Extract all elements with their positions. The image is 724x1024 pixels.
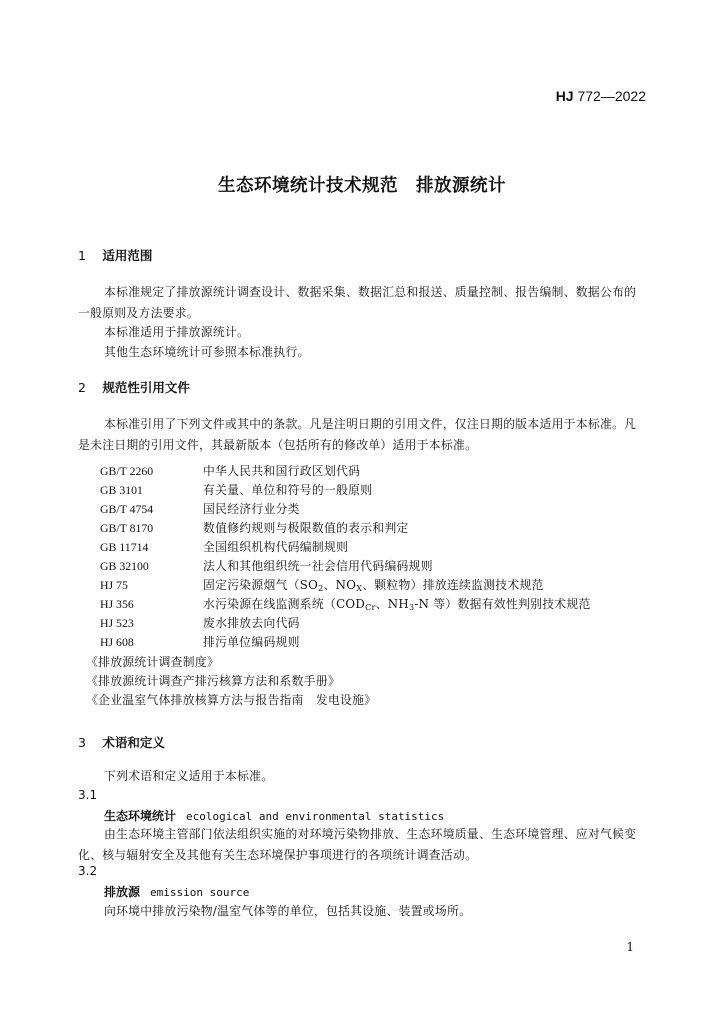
reference-name-part: -N 等）数据有效性判别技术规范 (414, 597, 591, 611)
reference-name (203, 578, 544, 592)
reference-row (100, 480, 372, 500)
reference-name: 数值修约规则与极限数值的表示和判定 (203, 521, 409, 535)
section-1-title: 适用范围 (102, 248, 153, 263)
subscript: X (356, 584, 363, 593)
reference-name-part: 、NO (323, 578, 357, 592)
term-definition-text: 由生态环境主管部门依法组织实施的对环境污染物排放、生态环境质量、生态环境管理、应对气候变化、核与辐射安全及其他有关生态环境保护事项进行的各项统计调查活动。 (78, 827, 637, 862)
term-english: emission source (150, 886, 250, 899)
reference-code: GB/T 2260 (100, 464, 154, 478)
reference-row (100, 632, 300, 652)
reference-code: GB 32100 (100, 559, 149, 573)
section-1-heading (78, 246, 152, 264)
section-2-heading (78, 378, 190, 396)
reference-book: 《排放源统计调查产排污核算方法和系数手册》 (86, 674, 341, 688)
reference-name-part: 、NH (375, 597, 409, 611)
reference-name: 排污单位编码规则 (203, 635, 300, 649)
reference-row (100, 537, 348, 557)
term-english: ecological and environmental statistics (186, 810, 445, 823)
reference-row (100, 461, 360, 481)
reference-name: 废水排放去向代码 (203, 616, 300, 630)
term-heading (104, 807, 444, 824)
section-1-para-1-text: 本标准规定了排放源统计调查设计、数据采集、数据汇总和报送、质量控制、报告编制、数据公布的一般原则及方法要求。 (78, 285, 637, 320)
term-definition (78, 824, 648, 866)
reference-code: HJ 75 (100, 578, 128, 592)
subscript: 3 (408, 603, 415, 612)
section-1-para-2: 本标准适用于排放源统计。 (104, 325, 250, 339)
reference-name: 有关量、单位和符号的一般原则 (203, 483, 373, 497)
clause-number: 3.1 (78, 788, 98, 802)
reference-name: 中华人民共和国行政区划代码 (203, 464, 361, 478)
document-title: 生态环境统计技术规范 排放源统计 (218, 176, 506, 196)
reference-row (100, 613, 300, 633)
reference-code: GB 3101 (100, 483, 143, 497)
reference-name: 国民经济行业分类 (203, 502, 300, 516)
section-1-number: 1 (78, 248, 86, 263)
page-number: 1 (626, 940, 634, 954)
section-2-title: 规范性引用文件 (102, 380, 190, 395)
section-1-para-1 (78, 282, 648, 324)
section-2-intro-text: 本标准引用了下列文件或其中的条款。凡是注明日期的引用文件，仅注日期的版本适用于本标准。凡是未注日期的引用文件，其最新版本（包括所有的修改单）适用于本标准。 (78, 417, 637, 452)
reference-code: HJ 523 (100, 616, 134, 630)
reference-book: 《企业温室气体排放核算方法与报告指南 发电设施》 (86, 693, 377, 707)
reference-name-part: 固定污染源烟气（SO (203, 578, 319, 592)
term-chinese: 生态环境统计 (104, 809, 177, 823)
reference-name-part: 水污染源在线监测系统（COD (203, 597, 366, 611)
term-definition: 向环境中排放污染物/温室气体等的单位，包括其设施、装置或场所。 (104, 904, 472, 918)
reference-code: GB/T 8170 (100, 521, 154, 535)
section-2-number: 2 (78, 380, 86, 395)
reference-book: 《排放源统计调查制度》 (86, 655, 220, 669)
reference-row (100, 499, 300, 519)
reference-row (100, 556, 433, 576)
section-2-intro (78, 414, 648, 456)
reference-row (100, 518, 409, 538)
reference-code: GB 11714 (100, 540, 149, 554)
standard-number: 772—2022 (577, 88, 646, 104)
reference-name-part: 、颗粒物）排放连续监测技术规范 (362, 578, 544, 592)
reference-name: 法人和其他组织统一社会信用代码编码规则 (203, 559, 433, 573)
reference-code: GB/T 4754 (100, 502, 154, 516)
standard-prefix: HJ (555, 88, 574, 104)
term-chinese: 排放源 (104, 885, 141, 899)
subscript: 2 (318, 584, 324, 593)
reference-name (203, 597, 591, 611)
section-3-intro: 下列术语和定义适用于本标准。 (104, 769, 274, 783)
reference-code: HJ 356 (100, 597, 134, 611)
term-heading (104, 883, 249, 900)
subscript: Cr (365, 603, 376, 612)
standard-code (556, 88, 646, 104)
section-3-title: 术语和定义 (102, 735, 165, 750)
reference-code: HJ 608 (100, 635, 134, 649)
section-3-heading (78, 733, 165, 751)
clause-number: 3.2 (78, 864, 98, 878)
reference-name: 全国组织机构代码编制规则 (203, 540, 349, 554)
section-3-number: 3 (78, 735, 86, 750)
section-1-para-3: 其他生态环境统计可参照本标准执行。 (104, 345, 310, 359)
